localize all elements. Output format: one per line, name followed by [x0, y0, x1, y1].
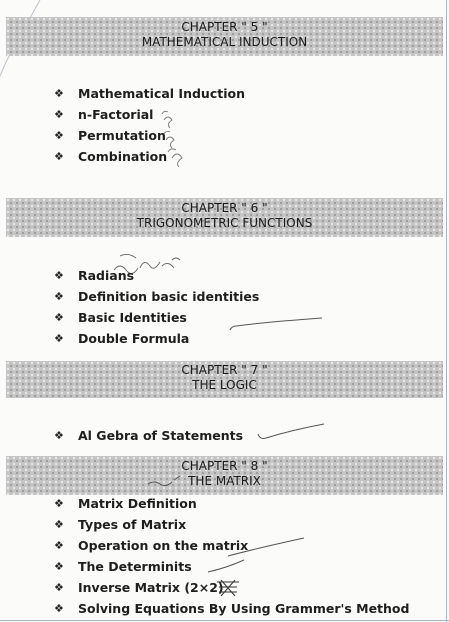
handwritten-scribble — [158, 108, 198, 168]
list-item: ❖ Definition basic identities — [54, 289, 260, 304]
list-item: ❖ Combination — [54, 149, 168, 164]
diamond-bullet-icon: ❖ — [54, 87, 64, 100]
chapter-8-header — [6, 456, 443, 495]
list-item: ❖ Mathematical Induction — [54, 86, 245, 101]
diamond-bullet-icon: ❖ — [54, 269, 64, 282]
list-item: ❖ The Determinits — [54, 559, 192, 574]
list-item: ❖ n-Factorial — [54, 107, 154, 122]
handwritten-stroke — [256, 420, 326, 444]
diamond-bullet-icon: ❖ — [54, 150, 64, 163]
chapter-6-title: CHAPTER " 6 " — [181, 201, 268, 215]
chapter-6-header — [6, 198, 443, 237]
list-item: ❖ Al Gebra of Statements — [54, 428, 244, 443]
chapter-8-subtitle: THE MATRIX — [188, 474, 261, 488]
diamond-bullet-icon: ❖ — [54, 108, 64, 121]
chapter-7-topic-list — [54, 428, 243, 449]
diamond-bullet-icon: ❖ — [54, 602, 64, 615]
chapter-6-subtitle: TRIGONOMETRIC FUNCTIONS — [136, 216, 313, 230]
list-item: ❖ Operation on the matrix — [54, 538, 249, 553]
diamond-bullet-icon: ❖ — [54, 332, 64, 345]
diamond-bullet-icon: ❖ — [54, 429, 64, 442]
list-item: ❖ Basic Identities — [54, 310, 187, 325]
handwritten-stroke — [226, 312, 326, 336]
chapter-8-title: CHAPTER " 8 " — [181, 459, 268, 473]
diamond-bullet-icon: ❖ — [54, 539, 64, 552]
chapter-5-title: CHAPTER " 5 " — [181, 20, 268, 34]
diamond-bullet-icon: ❖ — [54, 129, 64, 142]
handwritten-stroke — [206, 558, 246, 576]
chapter-5-header — [6, 17, 443, 56]
chapter-7-subtitle: THE LOGIC — [192, 378, 257, 392]
diamond-bullet-icon: ❖ — [54, 560, 64, 573]
diamond-bullet-icon: ❖ — [54, 311, 64, 324]
list-item: ❖ Permutation — [54, 128, 166, 143]
list-item: ❖ Types of Matrix — [54, 517, 187, 532]
handwritten-stroke — [226, 536, 306, 560]
list-item: ❖ Solving Equations By Using Grammer's Method — [54, 601, 410, 616]
chapter-7-title: CHAPTER " 7 " — [181, 363, 268, 377]
chapter-6-topic-list — [54, 268, 259, 352]
list-item: ❖ Radians — [54, 268, 135, 283]
chapter-5-subtitle: MATHEMATICAL INDUCTION — [141, 35, 308, 49]
chapter-5-topic-list — [54, 86, 245, 170]
diamond-bullet-icon: ❖ — [54, 518, 64, 531]
handwritten-note-arabic — [146, 474, 186, 490]
list-item: ❖ Matrix Definition — [54, 496, 197, 511]
diamond-bullet-icon: ❖ — [54, 581, 64, 594]
page-frame-bottom — [0, 620, 449, 621]
list-item: ❖ Double Formula — [54, 331, 190, 346]
chapter-7-header — [6, 361, 443, 398]
list-item: ❖ Inverse Matrix (2×2) — [54, 580, 224, 595]
diamond-bullet-icon: ❖ — [54, 290, 64, 303]
page-frame-right — [446, 0, 447, 622]
handwritten-star-mark — [215, 578, 241, 598]
diamond-bullet-icon: ❖ — [54, 497, 64, 510]
